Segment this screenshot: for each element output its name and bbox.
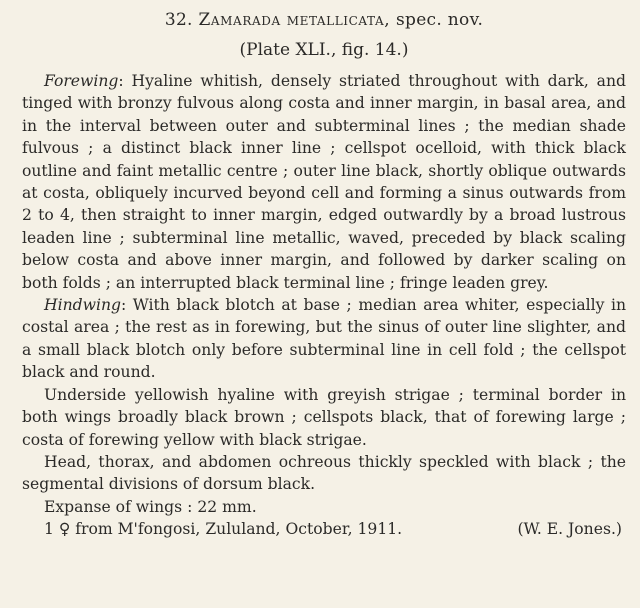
species-number: 32. [164,10,193,30]
body-paragraph: Head, thorax, and abdomen ochreous thickly speckled with black ; the segmental divisions of dorsum black. [22,452,626,494]
specimen-collector: (W. E. Jones.) [517,520,622,539]
species-heading [22,6,626,34]
specimen-line [22,518,626,540]
forewing-text: : Hyaline whitish, densely striated throughout with dark, and tinged with bronzy fulvous along costa and inner margin, in basal area, and in the interval between outer and subterminal lines ; the median shade fulvous ; a distinct black inner line ; cellspot ocelloid, with thick black outline and faint metallic centre ; outer line black, shortly oblique outwards at costa, obliquely incurved beyond cell and forming a sinus outwards from 2 to 4, then straight to inner margin, edged outwardly by a broad lustrous leaden line ; subterminal line metallic, waved, preceded by black scaling below costa and above inner margin, and followed by darker scaling on both folds ; an interrupted black terminal line ; fringe leaden grey. [22,72,626,292]
hindwing-text: : With black blotch at base ; median area whiter, especially in costal area ; the rest as in forewing, but the sinus of outer line slighter, and a small black blotch only before subterminal line in cell fold ; the cellspot black and round. [22,296,626,382]
expanse-line: Expanse of wings : 22 mm. [44,497,257,516]
species-status: spec. nov. [395,10,484,30]
species-name: Zamarada metallicata, [198,10,391,30]
underside-paragraph: Underside yellowish hyaline with greyish strigae ; terminal border in both wings broadly black brown ; cellspots black, that of forewing large ; costa of forewing yellow with black strigae. [22,385,626,449]
hindwing-label: Hindwing [44,296,121,315]
plate-reference: (Plate XLI., fig. 14.) [239,40,409,60]
forewing-label: Forewing [44,72,119,90]
specimen-record: 1 ♀ from M'fongosi, Zululand, October, 1911. [44,520,403,539]
hindwing-paragraph [22,294,626,384]
forewing-paragraph [22,70,626,294]
